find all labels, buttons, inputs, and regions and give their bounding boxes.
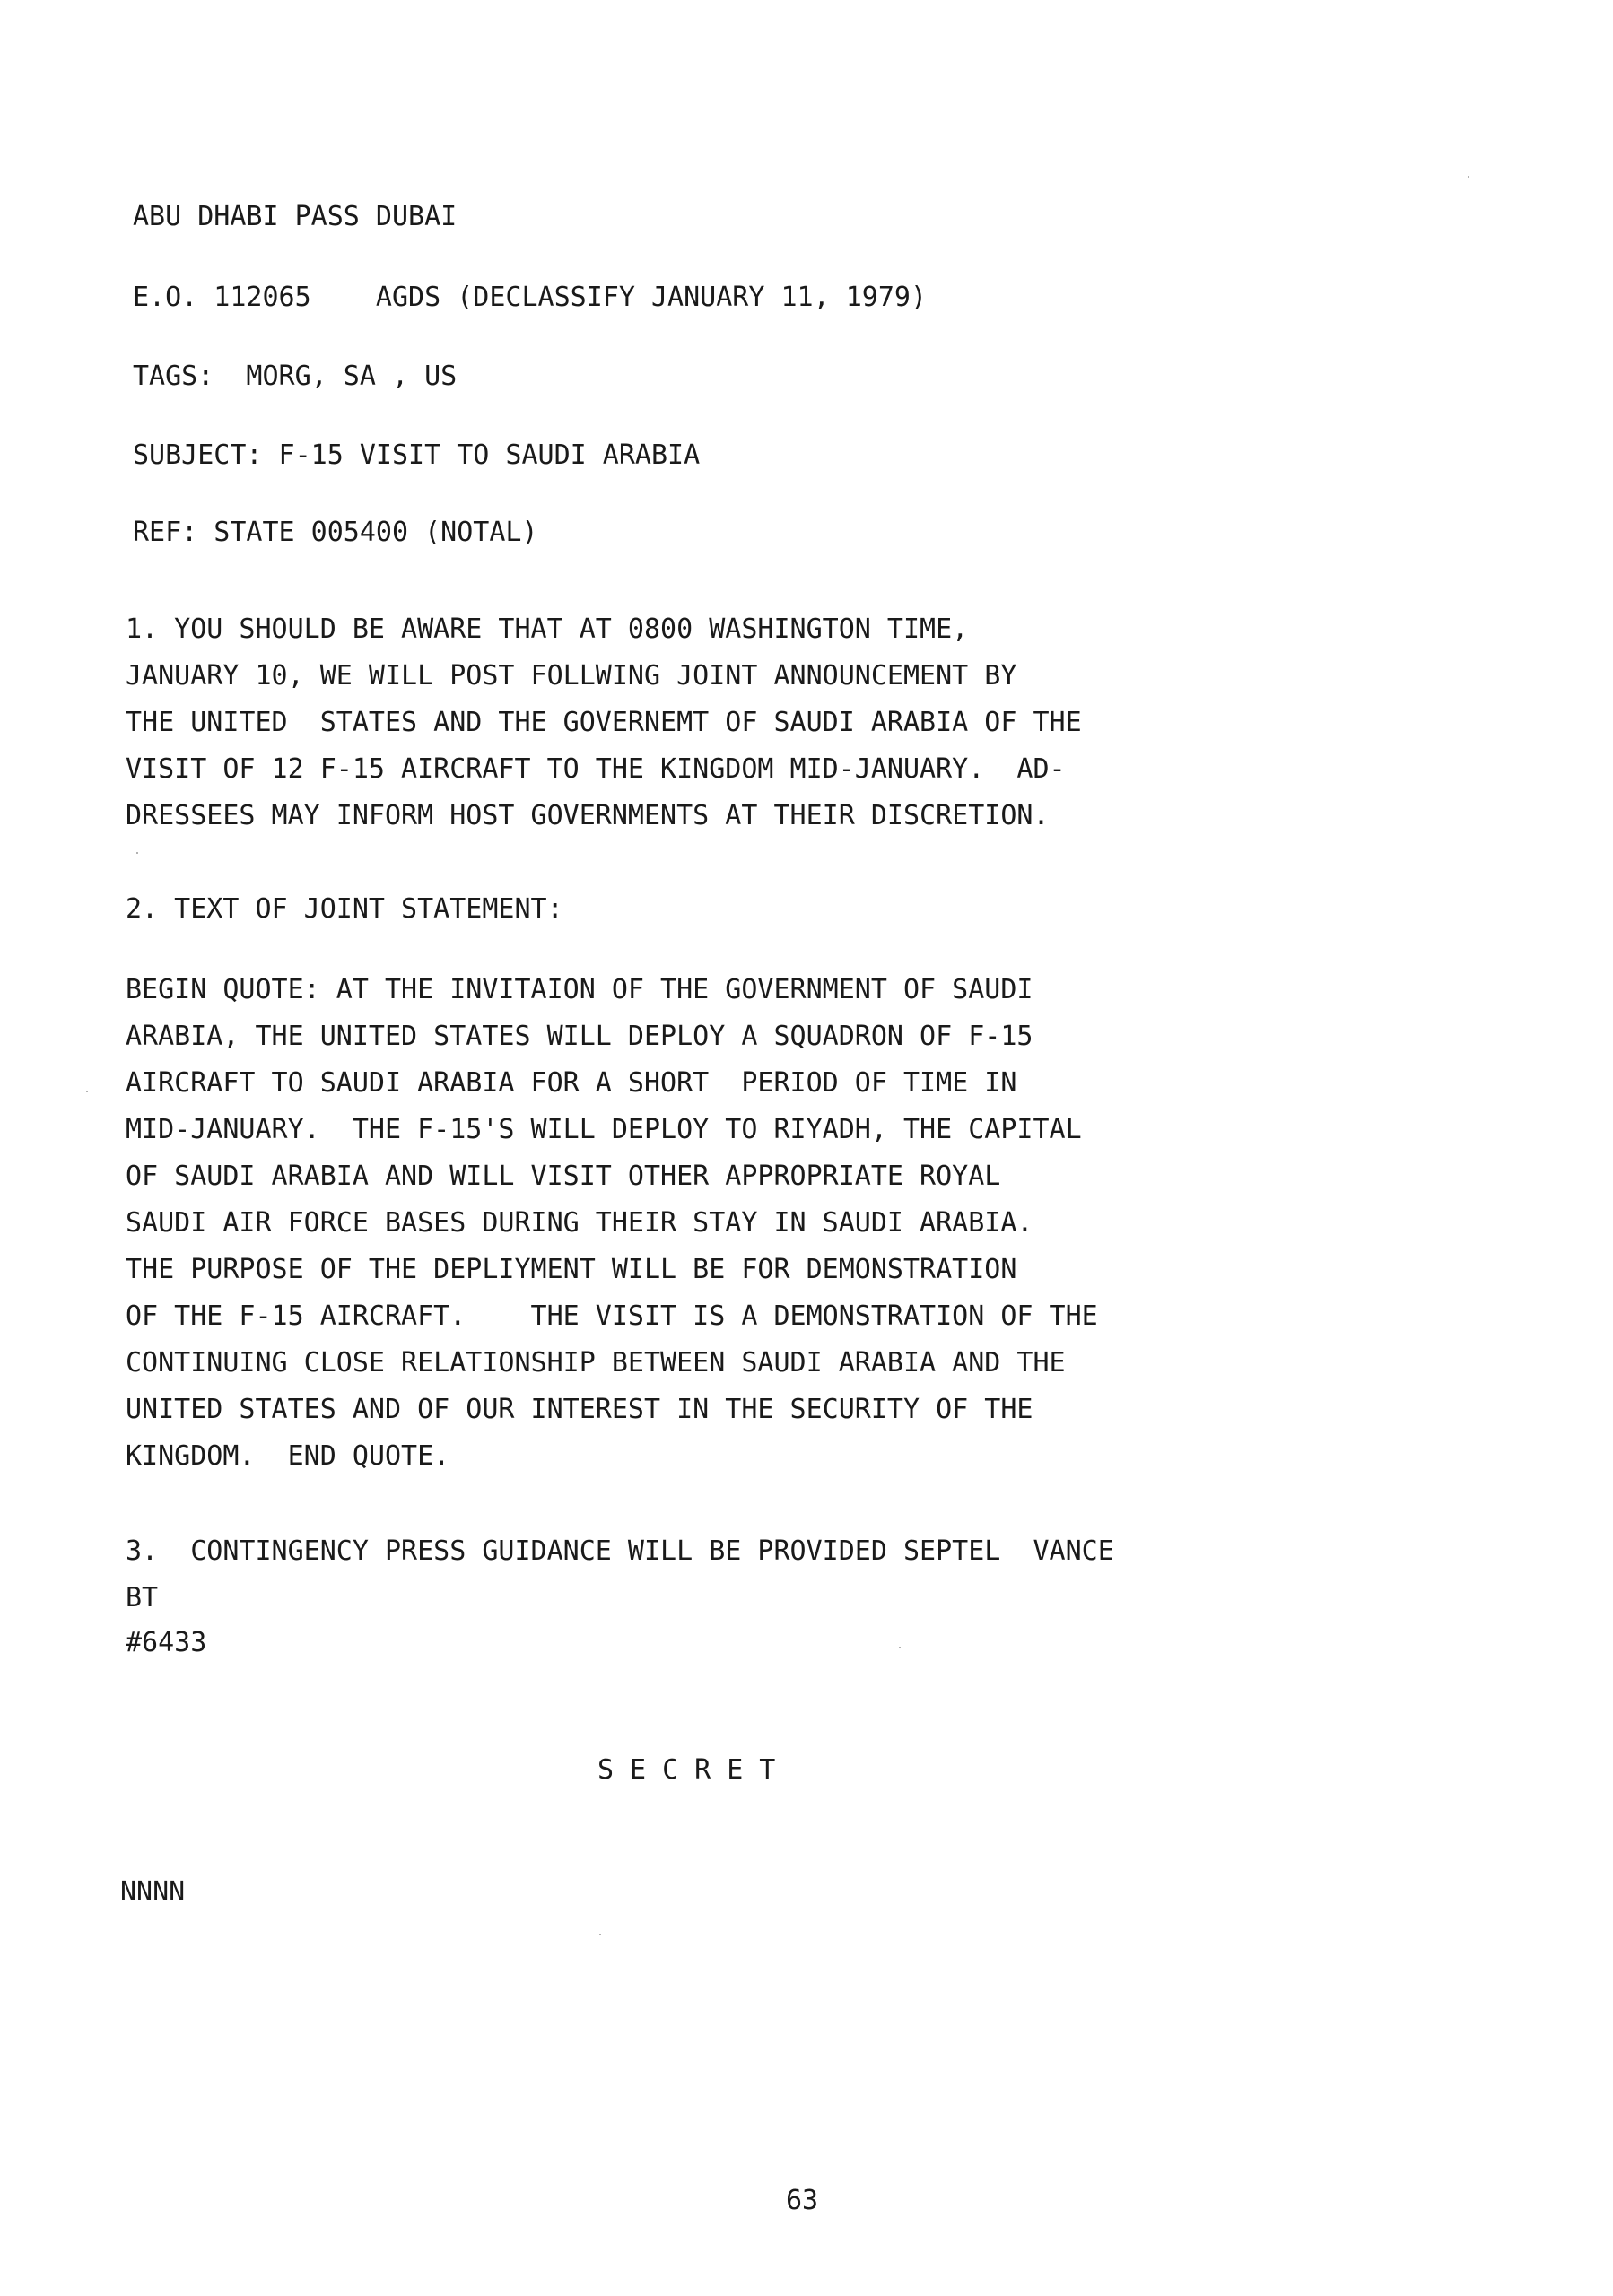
para1-line: 1. YOU SHOULD BE AWARE THAT AT 0800 WASHINGTON TIME, [126, 613, 969, 645]
quote-line: AIRCRAFT TO SAUDI ARABIA FOR A SHORT PERIOD OF TIME IN [126, 1067, 1017, 1099]
quote-line: MID-JANUARY. THE F-15'S WILL DEPLOY TO RIYADH, THE CAPITAL [126, 1114, 1082, 1145]
quote-line: KINGDOM. END QUOTE. [126, 1440, 450, 1472]
message-number: #6433 [126, 1627, 207, 1658]
para2-heading: 2. TEXT OF JOINT STATEMENT: [126, 893, 563, 925]
classification-marking: SECRET [597, 1754, 792, 1786]
quote-line: CONTINUING CLOSE RELATIONSHIP BETWEEN SAUDI ARABIA AND THE [126, 1347, 1066, 1378]
quote-line: OF THE F-15 AIRCRAFT. THE VISIT IS A DEMONSTRATION OF THE [126, 1300, 1098, 1332]
scan-speck [86, 1091, 88, 1092]
para1-line: THE UNITED STATES AND THE GOVERNEMT OF SAUDI ARABIA OF THE [126, 707, 1082, 738]
para1-line: VISIT OF 12 F-15 AIRCRAFT TO THE KINGDOM MID-JANUARY. AD- [126, 753, 1066, 785]
scan-speck [599, 1934, 601, 1935]
routing-line: ABU DHABI PASS DUBAI [133, 201, 458, 232]
bt-line: BT [126, 1582, 159, 1613]
quote-line: BEGIN QUOTE: AT THE INVITAION OF THE GOVERNMENT OF SAUDI [126, 974, 1033, 1005]
para1-line: DRESSEES MAY INFORM HOST GOVERNMENTS AT THEIR DISCRETION. [126, 800, 1050, 831]
eo-line: E.O. 112065 AGDS (DECLASSIFY JANUARY 11, 1979) [133, 282, 928, 313]
quote-line: SAUDI AIR FORCE BASES DURING THEIR STAY IN SAUDI ARABIA. [126, 1207, 1033, 1239]
para1-line: JANUARY 10, WE WILL POST FOLLWING JOINT ANNOUNCEMENT BY [126, 660, 1017, 691]
quote-line: THE PURPOSE OF THE DEPLIYMENT WILL BE FOR DEMONSTRATION [126, 1254, 1017, 1285]
tags-line: TAGS: MORG, SA , US [133, 361, 458, 392]
ref-line: REF: STATE 005400 (NOTAL) [133, 517, 538, 548]
para3-line: 3. CONTINGENCY PRESS GUIDANCE WILL BE PROVIDED SEPTEL VANCE [126, 1535, 1114, 1567]
quote-line: UNITED STATES AND OF OUR INTEREST IN THE SECURITY OF THE [126, 1394, 1033, 1425]
scan-speck [899, 1647, 901, 1648]
quote-line: OF SAUDI ARABIA AND WILL VISIT OTHER APPROPRIATE ROYAL [126, 1161, 1001, 1192]
scan-speck [1468, 176, 1469, 178]
scan-speck [136, 852, 138, 854]
subject-line: SUBJECT: F-15 VISIT TO SAUDI ARABIA [133, 439, 701, 471]
quote-line: ARABIA, THE UNITED STATES WILL DEPLOY A SQUADRON OF F-15 [126, 1021, 1033, 1052]
end-marker: NNNN [120, 1876, 186, 1908]
page-number: 63 [786, 2185, 819, 2216]
